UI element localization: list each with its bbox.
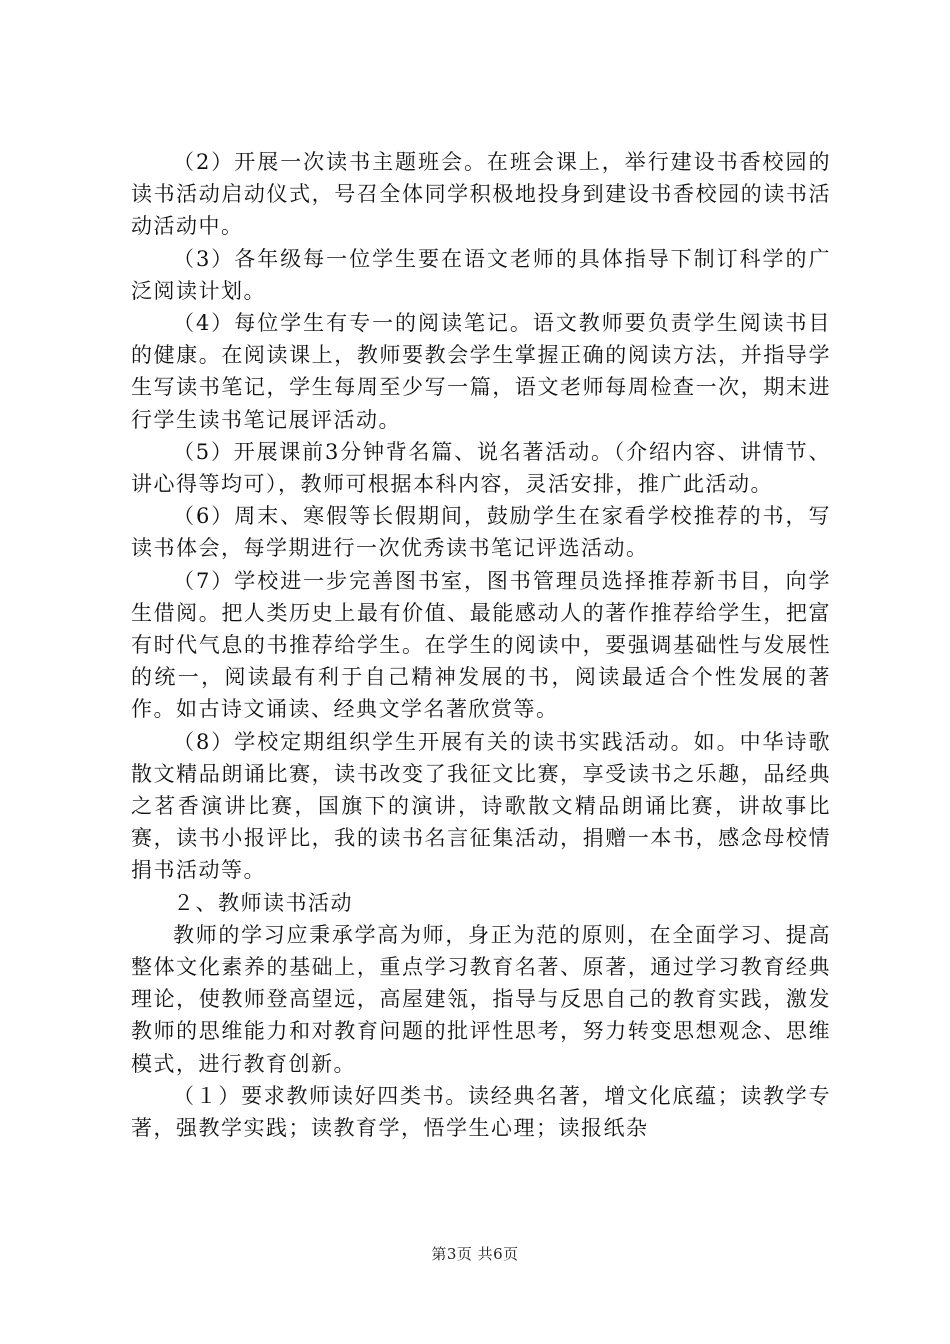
paragraph-3: （3）各年级每一位学生要在语文老师的具体指导下制订科学的广泛阅读计划。 [131, 246, 831, 303]
section-intro-paragraph: 教师的学习应秉承学高为师，身正为范的原则，在全面学习、提高整体文化素养的基础上，重点学习教育名著、原著，通过学习教育经典理论，使教师登高望远，高屋建瓴，指导与反思自己的教育实践，激发教师的思维能力和对教育问题的批评性思考，努力转变思想观念、思维模式，进行教育创新。 [131, 922, 831, 1076]
document-body [131, 146, 831, 1144]
section-heading-teacher-reading: ２、教师读书活动 [173, 890, 353, 915]
paragraph-4: （4）每位学生有专一的阅读笔记。语文教师要负责学生阅读书目的健康。在阅读课上，教师要教会学生掌握正确的阅读方法，并指导学生写读书笔记，学生每周至少写一篇，语文老师每周检查一次，期末进行学生读书笔记展评活动。 [131, 311, 831, 432]
paragraph-6: （6）周末、寒假等长假期间，鼓励学生在家看学校推荐的书，写读书体会，每学期进行一次优秀读书笔记评选活动。 [131, 504, 831, 561]
paragraph-8: （8）学校定期组织学生开展有关的读书实践活动。如。中华诗歌散文精品朗诵比赛，读书改变了我征文比赛，享受读书之乐趣，品经典之茗香演讲比赛，国旗下的演讲，诗歌散文精品朗诵比赛，讲故事比赛，读书小报评比，我的读书名言征集活动，捐赠一本书，感念母校情捐书活动等。 [131, 729, 831, 883]
paragraph-2: （2）开展一次读书主题班会。在班会课上，举行建设书香校园的读书活动启动仪式，号召全体同学积极地投身到建设书香校园的读书活动活动中。 [131, 150, 831, 239]
paragraph-5: （5）开展课前3分钟背名篇、说名著活动。（介绍内容、讲情节、讲心得等均可），教师可根据本科内容，灵活安排，推广此活动。 [131, 439, 831, 497]
paragraph-7: （7）学校进一步完善图书室，图书管理员选择推荐新书目，向学生借阅。把人类历史上最有价值、最能感动人的著作推荐给学生，把富有时代气息的书推荐给学生。在学生的阅读中，要强调基础性与发展性的统一，阅读最有利于自己精神发展的书，阅读最适合个性发展的著作。如古诗文诵读、经典文学名著欣赏等。 [131, 568, 831, 722]
page-footer: 第3页 共6页 [431, 1245, 519, 1263]
section-paragraph-1: （１）要求教师读好四类书。读经典名著，增文化底蕴；读教学专著，强教学实践；读教育学，悟学生心理；读报纸杂 [131, 1083, 831, 1141]
